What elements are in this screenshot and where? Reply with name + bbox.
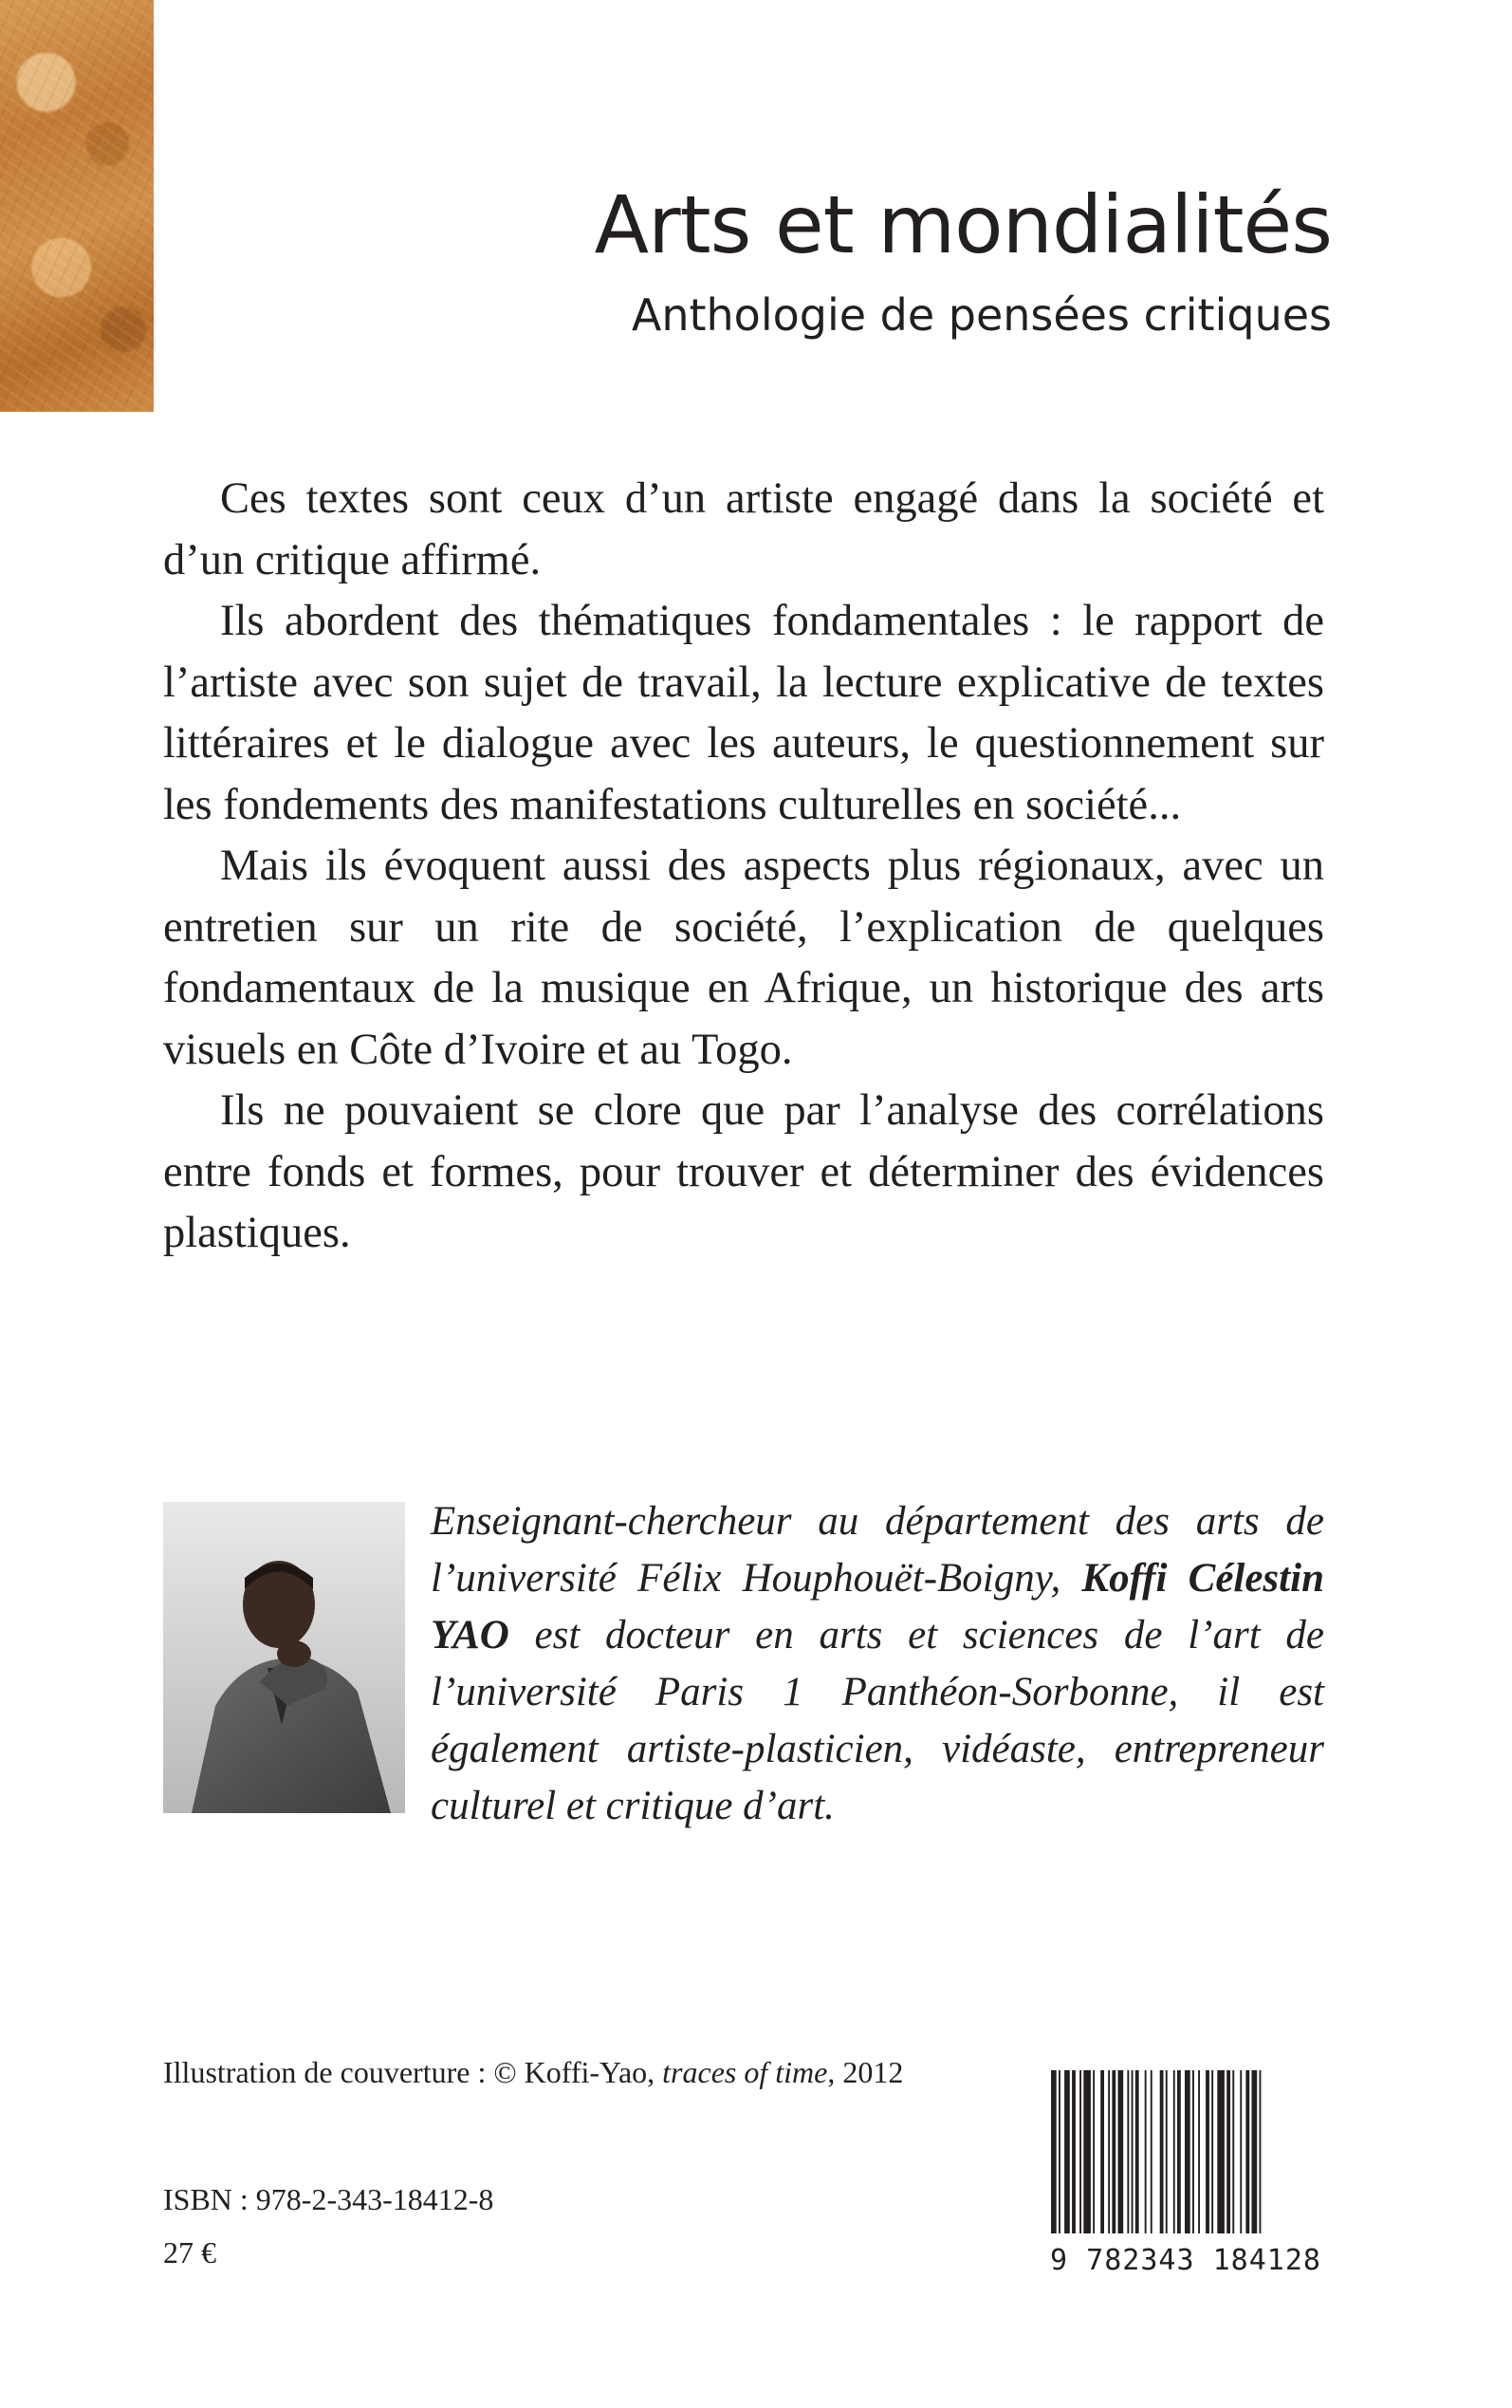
barcode-bar: [1064, 2070, 1070, 2233]
barcode-bar: [1112, 2070, 1116, 2233]
back-cover-blurb: [163, 469, 1324, 1265]
barcode-bar: [1185, 2070, 1190, 2233]
author-portrait-illustration: [163, 1502, 405, 1813]
credit-prefix: Illustration de couverture : © Koffi-Yao,: [163, 2055, 663, 2089]
author-photo: [163, 1502, 405, 1813]
barcode-bar: [1135, 2070, 1139, 2233]
book-subtitle: Anthologie de pensées critiques: [631, 289, 1332, 341]
barcode-bar: [1232, 2070, 1234, 2233]
barcode-bar: [1100, 2070, 1104, 2233]
barcode-bar: [1132, 2070, 1134, 2233]
barcode-bar: [1079, 2070, 1081, 2233]
barcode-bar: [1217, 2070, 1225, 2233]
blurb-paragraph: Ces textes sont ceux d’un artiste engagé dans la société et d’un critique affirmé.: [163, 474, 1324, 584]
barcode-digits: 9 782343 184128: [1050, 2244, 1321, 2277]
barcode-bar: [1151, 2070, 1152, 2233]
barcode-bar: [1127, 2070, 1129, 2233]
barcode-bar: [1108, 2070, 1110, 2233]
author-bio-intro: Enseignant-chercheur au département des arts de l’université Félix Houphouët-Boigny,: [431, 1499, 1324, 1601]
barcode-bar: [1226, 2070, 1230, 2233]
title-block: [594, 178, 1332, 341]
barcode-bar: [1173, 2070, 1175, 2233]
barcode-bar: [1240, 2070, 1242, 2233]
barcode: [1043, 2066, 1328, 2277]
barcode-bar: [1072, 2070, 1076, 2233]
barcode-bar: [1083, 2070, 1091, 2233]
barcode-bar: [1260, 2070, 1262, 2233]
credit-work-title: traces of time: [662, 2055, 828, 2089]
barcode-bar: [1059, 2070, 1060, 2233]
author-bio-rest: est docteur en arts et sciences de l’art de l’université Paris 1 Panthéon-Sorbonne, il est également artiste-plasticien, vidéaste, entrepreneur culturel et critique d’art.: [431, 1613, 1324, 1828]
barcode-bar: [1145, 2070, 1147, 2233]
blurb-paragraph: Ils abordent des thématiques fondamentales : le rapport de l’artiste avec son sujet de travail, la lecture explicative de textes littéraires et le dialogue avec les auteurs, le questionnement sur les fondements des manifestations culturelles en société...: [163, 597, 1324, 829]
book-title: Arts et mondialités: [594, 178, 1332, 271]
cover-texture-corner: [0, 0, 154, 412]
barcode-bar: [1051, 2070, 1057, 2233]
isbn-label: ISBN : 978-2-343-18412-8: [163, 2182, 494, 2216]
barcode-bar: [1245, 2070, 1249, 2233]
barcode-bar: [1252, 2070, 1258, 2233]
price-label: 27 €: [163, 2235, 216, 2269]
barcode-bar: [1118, 2070, 1124, 2233]
barcode-bar: [1192, 2070, 1194, 2233]
credit-suffix: , 2012: [827, 2055, 904, 2089]
blurb-paragraph: Mais ils évoquent aussi des aspects plus régionaux, avec un entretien sur un rite de société, l’explication de quelques fondamentaux de la musique en Afrique, un historique des arts visuels en Côte d’Ivoire et au Togo.: [163, 842, 1324, 1074]
author-name: Koffi Célestin YAO: [431, 1556, 1324, 1658]
barcode-bar: [1093, 2070, 1095, 2233]
barcode-bar: [1211, 2070, 1213, 2233]
barcode-bar: [1198, 2070, 1200, 2233]
barcode-bar: [1166, 2070, 1168, 2233]
barcode-bar: [1206, 2070, 1209, 2233]
author-bio: [431, 1493, 1324, 1835]
cover-illustration-credit: [163, 2055, 903, 2090]
blurb-paragraph: Ils ne pouvaient se clore que par l’analyse des corrélations entre fonds et formes, pour trouver et déterminer des évidences plastiques.: [163, 1086, 1324, 1257]
barcode-bar: [1160, 2070, 1164, 2233]
barcode-bar: [1177, 2070, 1181, 2233]
